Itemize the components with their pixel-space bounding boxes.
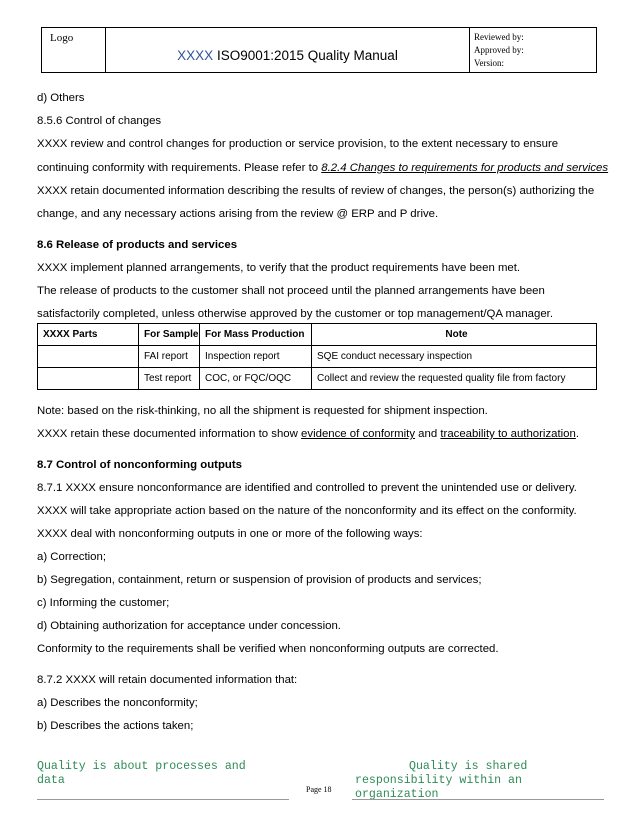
footer-quote-right: [355, 760, 600, 802]
paragraph-line: XXXX deal with nonconforming outputs in one or more of the following ways:: [37, 528, 423, 540]
paragraph-line: 8.7.2 XXXX will retain documented information that:: [37, 674, 298, 686]
footer-quote-left: [37, 760, 246, 788]
list-item: a) Correction;: [37, 551, 107, 563]
table-cell: Collect and review the requested quality file from factory: [312, 368, 597, 390]
approval-meta: [470, 28, 597, 73]
paragraph-text: .: [575, 428, 580, 440]
table-cell: COC, or FQC/OQC: [200, 368, 312, 390]
footer-left-line: Quality is about processes and: [37, 760, 246, 773]
paragraph-line: XXXX will take appropriate action based on the nature of the nonconformity and its effect on the conformity.: [37, 505, 577, 517]
paragraph-text: and: [415, 428, 441, 440]
logo-cell: [42, 28, 106, 73]
paragraph-line: XXXX review and control changes for production or service provision, to the extent necessary to ensure: [37, 138, 559, 150]
table-cell: Inspection report: [200, 346, 312, 368]
list-item: d) Obtaining authorization for acceptance under concession.: [37, 620, 341, 632]
paragraph-line: XXXX implement planned arrangements, to verify that the product requirements have been met.: [37, 262, 521, 274]
table-cell: [38, 368, 139, 390]
table-row: [38, 346, 597, 368]
paragraph-line: Conformity to the requirements shall be verified when nonconforming outputs are corrected.: [37, 643, 499, 655]
paragraph-line: satisfactorily completed, unless otherwise approved by the customer or top management/QA manager.: [37, 308, 554, 320]
document-header: [41, 27, 597, 73]
table-cell: Test report: [139, 368, 200, 390]
approved-by-label: Approved by:: [474, 45, 524, 55]
column-header: Note: [312, 324, 597, 346]
paragraph-line: XXXX retain documented information describing the results of review of changes, the person(s) authorizing the: [37, 185, 595, 197]
column-header: For Mass Production: [200, 324, 312, 346]
table-cell: SQE conduct necessary inspection: [312, 346, 597, 368]
footer-rule-left: [37, 799, 289, 800]
page-number: Page 18: [306, 785, 332, 794]
table-header-row: [38, 324, 597, 346]
reviewed-by-label: Reviewed by:: [474, 32, 524, 42]
paragraph-others: d) Others: [37, 92, 85, 104]
footer-right-line: Quality is shared: [409, 760, 528, 773]
note-line: Note: based on the risk-thinking, no all the shipment is requested for shipment inspection.: [37, 405, 488, 417]
document-title: [106, 28, 470, 73]
footer-right-line: responsibility within an: [355, 774, 522, 787]
section-heading-8-5-6: 8.5.6 Control of changes: [37, 115, 162, 127]
list-item: a) Describes the nonconformity;: [37, 697, 198, 709]
column-header: XXXX Parts: [38, 324, 139, 346]
title-text: ISO9001:2015 Quality Manual: [213, 47, 398, 63]
column-header: For Sample: [139, 324, 200, 346]
reference-link-8-2-4[interactable]: 8.2.4 Changes to requirements for products and services: [321, 162, 609, 174]
logo-placeholder: Logo: [50, 32, 74, 44]
footer-right-line: organization: [355, 788, 439, 801]
version-label: Version:: [474, 58, 504, 68]
release-table: [37, 323, 597, 390]
paragraph-line: change, and any necessary actions arising from the review @ ERP and P drive.: [37, 208, 439, 220]
link-traceability-to-authorization[interactable]: traceability to authorization: [440, 428, 576, 440]
list-item: b) Segregation, containment, return or suspension of provision of products and services;: [37, 574, 482, 586]
section-heading-8-6: 8.6 Release of products and services: [37, 239, 238, 251]
table-cell: FAI report: [139, 346, 200, 368]
paragraph-line: 8.7.1 XXXX ensure nonconformance are identified and controlled to prevent the unintended use or delivery.: [37, 482, 577, 494]
paragraph-line: The release of products to the customer shall not proceed until the planned arrangements have been: [37, 285, 545, 297]
footer-left-line: data: [37, 774, 65, 787]
paragraph-text: XXXX retain these documented information to show: [37, 428, 302, 440]
paragraph-text: continuing conformity with requirements. Please refer to: [37, 162, 322, 174]
list-item: b) Describes the actions taken;: [37, 720, 194, 732]
table-cell: [38, 346, 139, 368]
section-heading-8-7: 8.7 Control of nonconforming outputs: [37, 459, 243, 471]
paragraph-line: [37, 427, 579, 441]
footer-rule-right: [352, 799, 604, 800]
paragraph-line: [37, 161, 608, 175]
link-evidence-of-conformity[interactable]: evidence of conformity: [301, 428, 416, 440]
table-row: [38, 368, 597, 390]
list-item: c) Informing the customer;: [37, 597, 170, 609]
company-name: XXXX: [177, 47, 214, 63]
